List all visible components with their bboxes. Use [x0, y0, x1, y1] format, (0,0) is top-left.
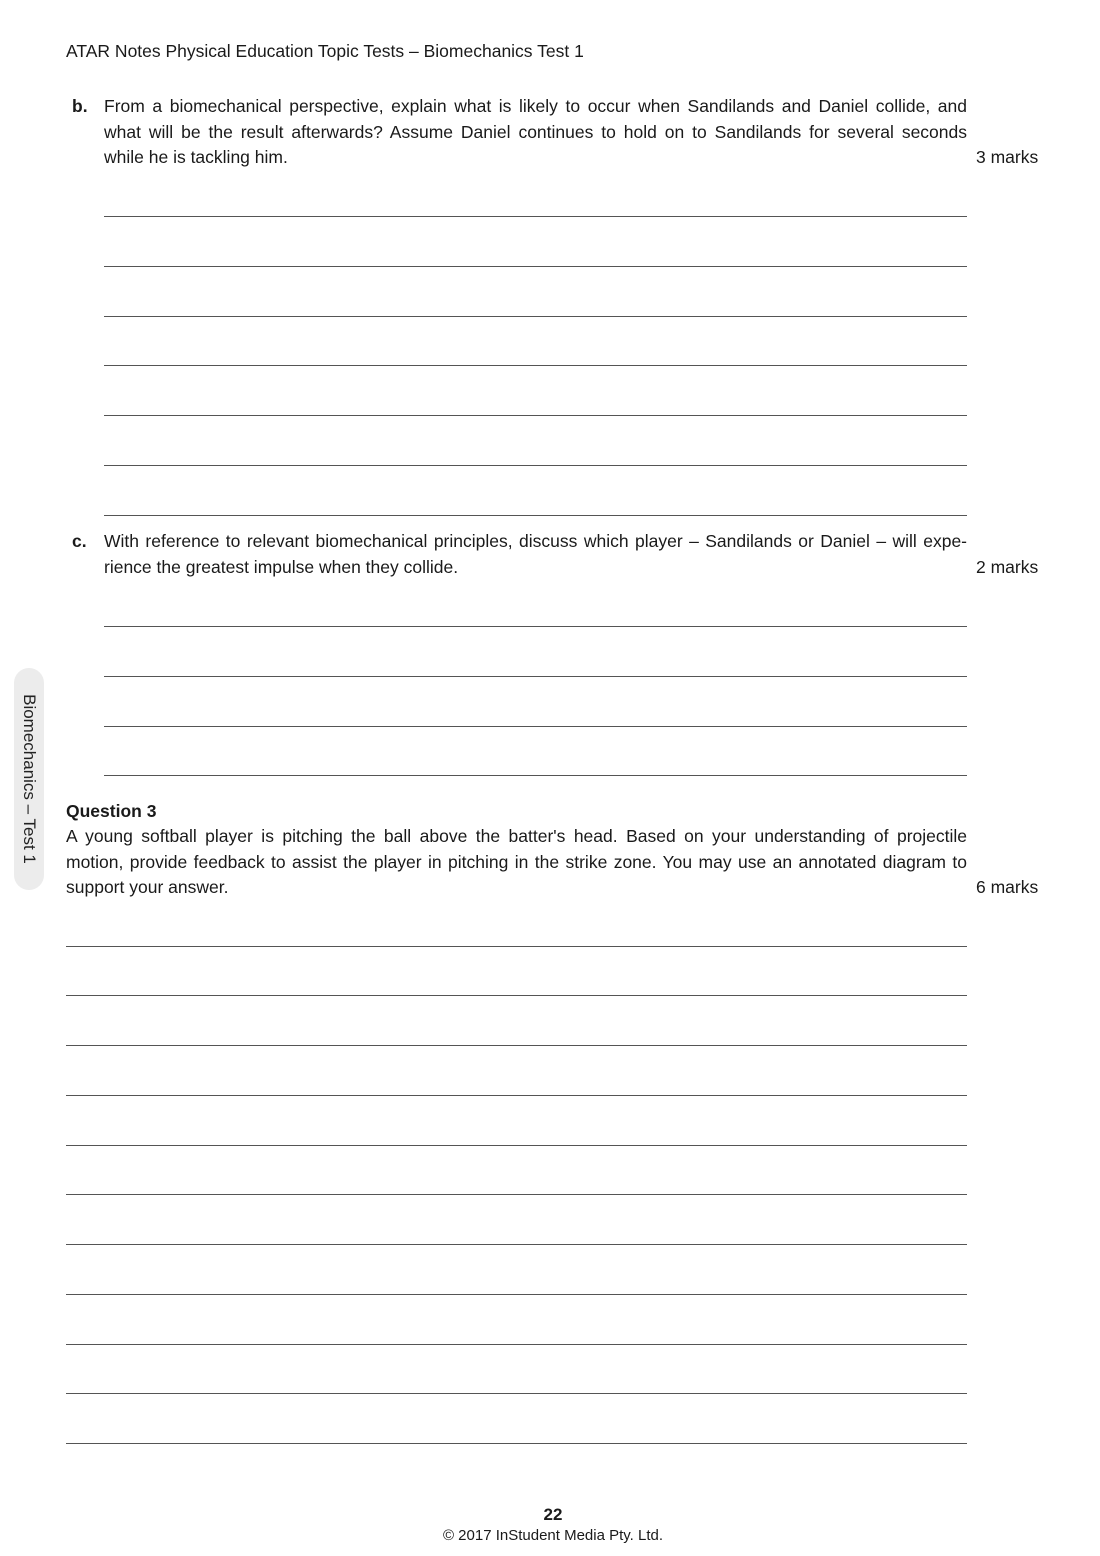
part-b-line-3: while he is tackling him.: [104, 147, 288, 167]
answer-line[interactable]: [66, 1294, 967, 1295]
part-c-label: c.: [72, 531, 87, 551]
part-c-line-2: rience the greatest impulse when they collide.: [104, 556, 459, 577]
answer-line[interactable]: [66, 1393, 967, 1394]
answer-line[interactable]: [66, 1145, 967, 1146]
part-b-line-2: what will be the result afterwards? Assume Daniel continues to hold on to Sandilands for several seconds: [104, 121, 967, 142]
answer-line[interactable]: [104, 726, 967, 727]
question-3-heading: Question 3: [66, 801, 157, 821]
answer-line[interactable]: [66, 1344, 967, 1345]
question-3-line-3: support your answer.: [66, 877, 229, 897]
side-tab-label: Biomechanics – Test 1: [20, 694, 39, 864]
page-number: 22: [543, 1505, 563, 1524]
answer-line[interactable]: [104, 775, 967, 776]
running-header: ATAR Notes Physical Education Topic Tests – Biomechanics Test 1: [66, 41, 584, 61]
copyright-notice: © 2017 InStudent Media Pty. Ltd.: [442, 1527, 664, 1544]
question-3-line-2: motion, provide feedback to assist the player in pitching in the strike zone. You may use an annotated diagram to: [66, 851, 967, 872]
answer-line[interactable]: [66, 995, 967, 996]
question-3-text: [66, 824, 967, 901]
answer-line[interactable]: [104, 316, 967, 317]
answer-line[interactable]: [104, 216, 967, 217]
answer-line[interactable]: [66, 1095, 967, 1096]
part-c-marks: 2 marks: [976, 557, 1039, 577]
answer-line[interactable]: [66, 1443, 967, 1444]
answer-line[interactable]: [104, 415, 967, 416]
answer-line[interactable]: [104, 365, 967, 366]
part-c-question: [104, 529, 967, 580]
part-b-line-1: From a biomechanical perspective, explain what is likely to occur when Sandilands and Daniel collide, and: [104, 96, 967, 116]
answer-line[interactable]: [104, 676, 967, 677]
part-c-line-1: With reference to relevant biomechanical principles, discuss which player – Sandilands or Daniel – will expe-: [104, 531, 967, 551]
part-b-label: b.: [72, 96, 88, 116]
part-b-marks: 3 marks: [976, 147, 1039, 167]
answer-line[interactable]: [104, 626, 967, 627]
answer-line[interactable]: [104, 515, 967, 516]
answer-line[interactable]: [66, 946, 967, 947]
answer-line[interactable]: [66, 1045, 967, 1046]
answer-line[interactable]: [104, 266, 967, 267]
answer-line[interactable]: [66, 1244, 967, 1245]
question-3-line-1: A young softball player is pitching the ball above the batter's head. Based on your understanding of projectile: [66, 826, 967, 846]
question-3-marks: 6 marks: [976, 877, 1039, 897]
part-b-question: [104, 94, 967, 171]
answer-line[interactable]: [104, 465, 967, 466]
answer-line[interactable]: [66, 1194, 967, 1195]
